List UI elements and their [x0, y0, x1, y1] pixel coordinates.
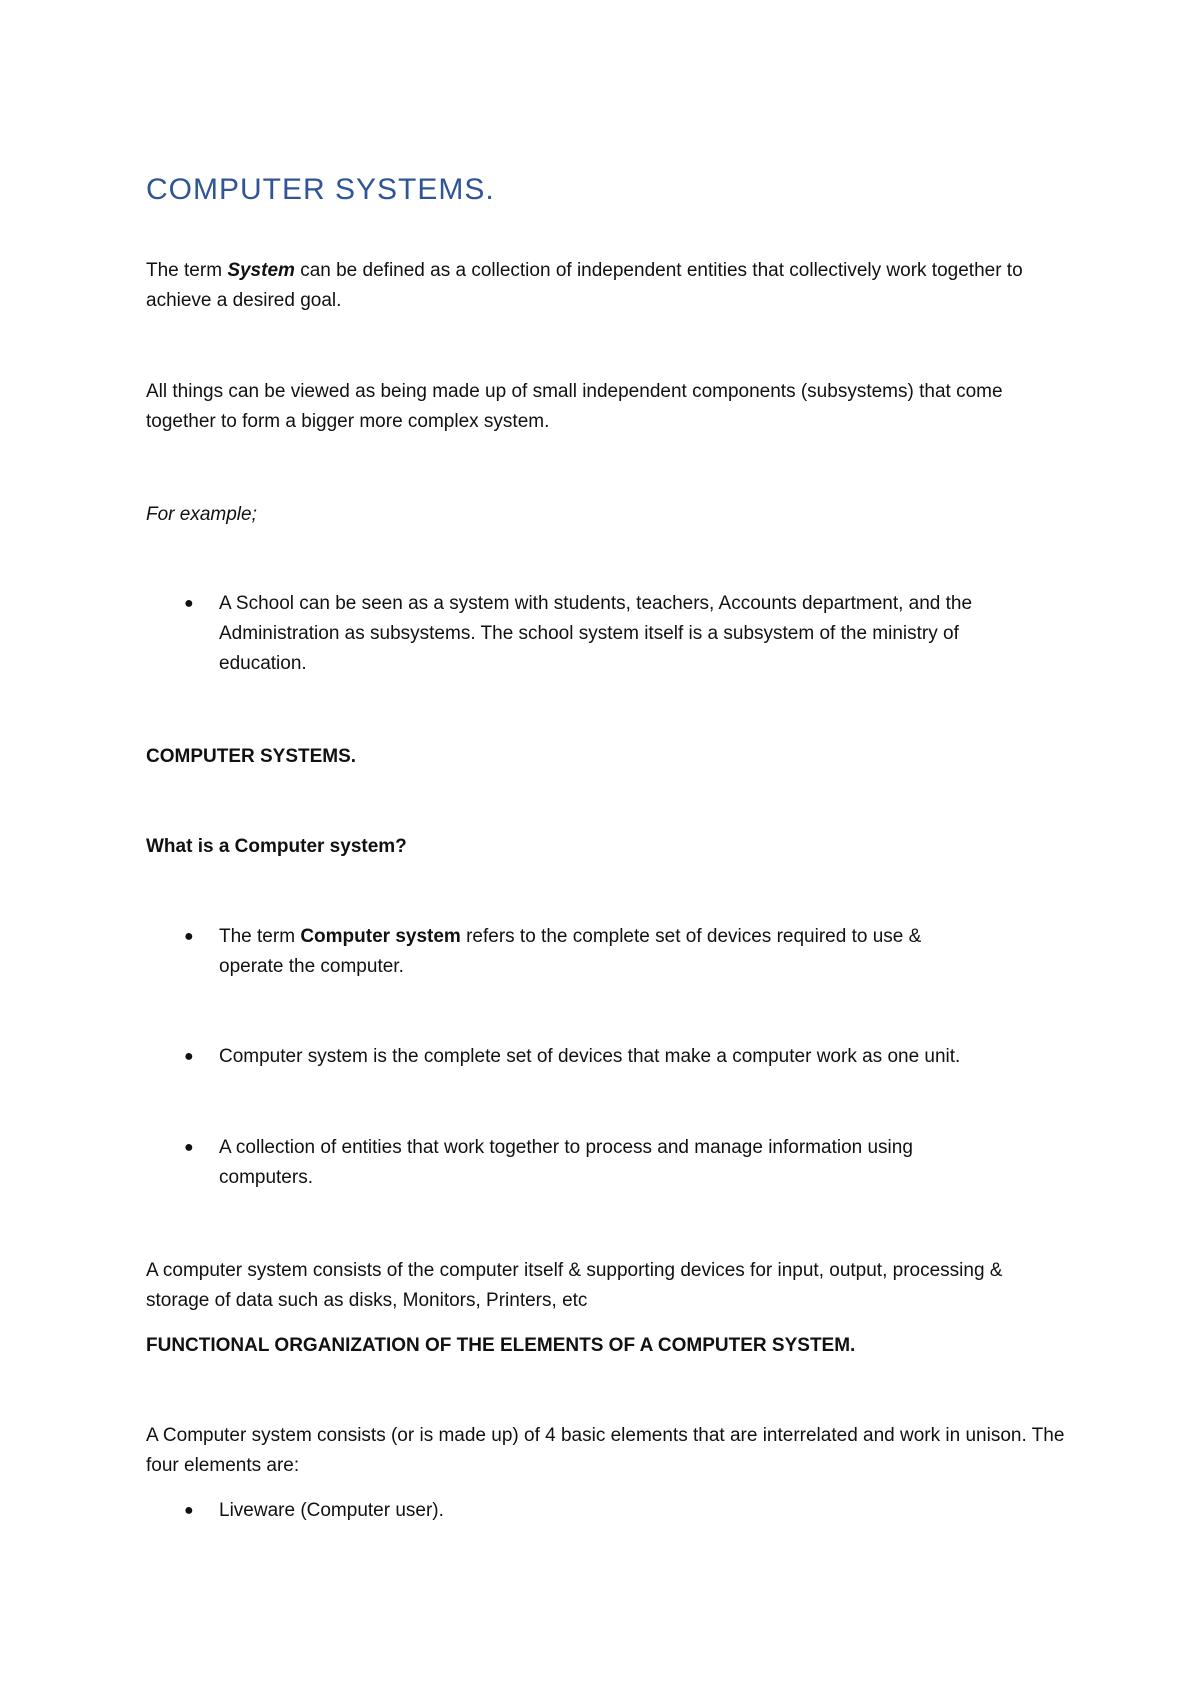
subsystems-paragraph: All things can be viewed as being made up of small independent components (subsystems) that come together to form a bigger more complex system. — [146, 381, 1003, 432]
bullet-icon: ● — [184, 1048, 194, 1065]
page-title: COMPUTER SYSTEMS. — [146, 173, 495, 206]
intro-suffix: can be defined as a collection of independent entities that collectively work together to achieve a desired goal. — [146, 260, 1023, 311]
question-heading: What is a Computer system? — [146, 836, 407, 857]
intro-prefix: The term — [146, 260, 228, 281]
list-item — [146, 922, 1066, 982]
section-heading: COMPUTER SYSTEMS. — [146, 746, 357, 767]
definition-prefix: The term — [219, 926, 301, 947]
list-item — [146, 1133, 1066, 1193]
definition-suffix: refers to the complete set of devices required to use & operate the computer. — [219, 926, 922, 977]
bullet-icon: ● — [184, 595, 194, 612]
bullet-icon: ● — [184, 1502, 194, 1519]
intro-paragraph — [146, 256, 1066, 316]
definition-term: Computer system — [300, 926, 461, 947]
elements-paragraph: A Computer system consists (or is made up) of 4 basic elements that are interrelated and work in unison. The four elements are: — [146, 1425, 1065, 1476]
composition-paragraph: A computer system consists of the computer itself & supporting devices for input, output, processing & storage of data such as disks, Monitors, Printers, etc — [146, 1260, 1003, 1311]
list-item — [146, 1042, 1066, 1072]
list-item — [146, 1496, 1066, 1526]
intro-term: System — [227, 260, 295, 281]
definition-bullet-text: Computer system is the complete set of devices that make a computer work as one unit. — [219, 1046, 961, 1067]
list-item — [146, 589, 1066, 679]
definition-bullet-text — [219, 922, 989, 982]
element-bullet-text: Liveware (Computer user). — [219, 1500, 444, 1521]
bullet-icon: ● — [184, 928, 194, 945]
example-bullet-text: A School can be seen as a system with students, teachers, Accounts department, and the Administration as subsystems. The school system itself is a subsystem of the ministry of education. — [219, 593, 973, 674]
section-heading: FUNCTIONAL ORGANIZATION OF THE ELEMENTS OF A COMPUTER SYSTEM. — [146, 1335, 856, 1356]
definition-bullet-text: A collection of entities that work together to process and manage information using computers. — [219, 1137, 913, 1188]
bullet-icon: ● — [184, 1139, 194, 1156]
example-label: For example; — [146, 504, 257, 525]
